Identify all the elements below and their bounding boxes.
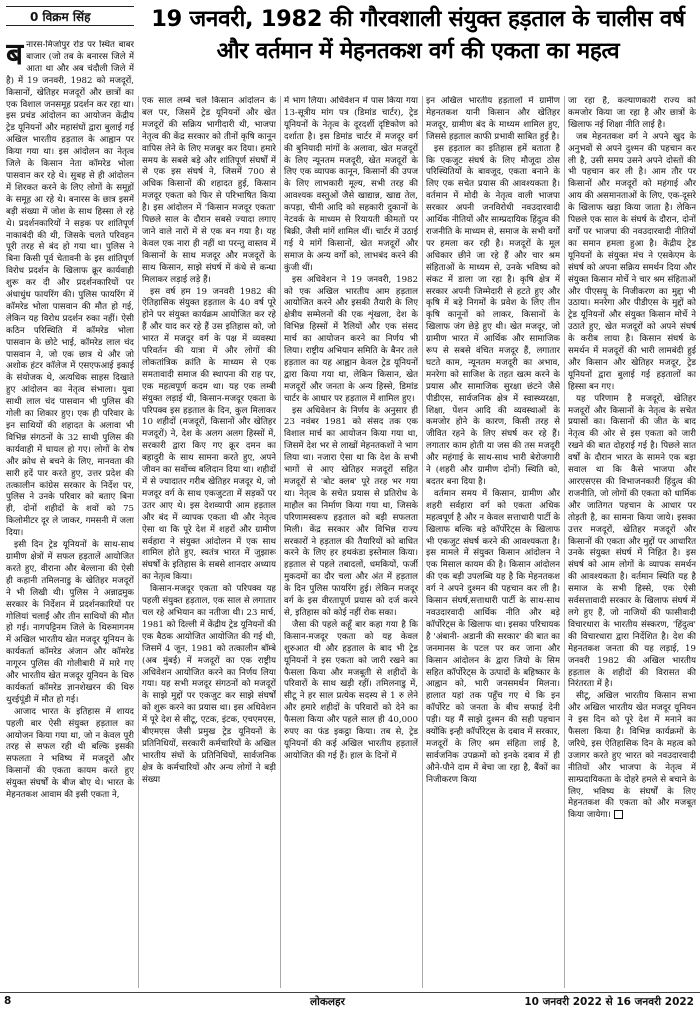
paragraph: जैसा की पहले कहूँ बार कहा गया है कि किसान-मजदूर एकता को यह केवल शुरुआत थी और हड़ताल के बाद भी ट्रेड यूनियनों ने इस एकता को जारी रखने का फैसला किया और मजबूती से शहीदों के परिवारों के साथ खड़ी रहीं। तमिलनाडु में, सीटू ने हर साल प्रत्येक सदस्य से 1 रु लेने और हमारे शहीदों के परिवारों को देने का फैसला किया और पहले साल ही 40,000 रुपए का फंड इकट्ठा किया। तब से, ट्रेड यूनियनों की कई अखिल भारतीय हड़तालें आयोजित की गई हैं। हाल के दिनों में — [284, 619, 418, 761]
column-2 — [142, 96, 276, 988]
paragraph: जा रहा है, कल्याणकारी राज्य को कमजोर किया जा रहा है और छात्रों के खिलाफ नई शिक्षा नीति लाई है। — [568, 96, 696, 130]
paragraph: सीटू, अखिल भारतीय किसान सभा और अखिल भारतीय खेत मजदूर यूनियन ने इस दिन को पूरे देश में मनाने का फैसला किया है। विभिन्न कार्यक्रमों के जरिये, इस ऐतिहासिक दिन के महत्व को उजागर करते हुए भारत को नवउदारवादी नीतियों और भाजपा के नेतृत्व में साम्प्रदायिकता के दोहरे हमले से बचाने के लिए, भविष्य के संघर्षों के लिए मेहनतकश की एकता को और मजबूत किया जायेगा। — [568, 691, 696, 821]
paragraph: किसान-मजदूर एकता को परिपक्व यह पहली संयुक्त हड़ताल, एक साल से लगातार चल रहे अभियान का नतीजा थी। 23 मार्च, 1981 को दिल्ली में केंद्रीय ट्रेड यूनियनों की एक बैठक आयोजित आयोजित की गई थी, जिसमें 4 जून, 1981 को तत्कालीन बॉम्बे (अब मुंबई) में मजदूरों का एक राष्ट्रीय अधिवेशन आयोजित करने का निर्णय लिया गया। यह सभी मजदूर संगठनों को मजदूरों के साझे मुद्दों पर एकजुट कर साझे संघर्षों को शुरू करने का प्रयास था। इस अधिवेशन में पूरे देश से सीटू, एटक, इंटक, एचएमएस, बीएमएस जैसी प्रमुख ट्रेड यूनियनों के प्रतिनिधियों, सरकारी कर्मचारियों के अखिल भारतीय संघों के प्रतिनिधियों, सार्वजनिक क्षेत्र के कर्मचारियों और अन्य लोगों ने बड़ी संख्या — [142, 584, 276, 785]
byline: 0 विक्रम सिंह — [6, 6, 134, 26]
paragraph: जब मेहनतकश वर्ग ने अपने खुद के अनुभवों से अपने दुश्मन की पहचान कर ली है, उसी समय उसने अपने दोस्तों की भी पहचान कर ली है। आम तौर पर किसानों और मजदूरों को महंगाई और आय की असमानताओं के लिए, एक-दूसरे के खिलाफ खड़ा किया जाता है। लेकिन पिछले एक साल के संघर्ष के दौरान, दोनों वर्गों पर भाजपा की नवउदारवादी नीतियों का समान हमला हुआ है। केंद्रीय ट्रेड यूनियनों के संयुक्त मंच ने एसकेएम के संघर्ष को अपना सक्रिय समर्थन दिया और संयुक्त किसान मोर्चे ने चार श्रम संहिताओं और पीएसयू के निजीकरण का मुद्दा भी उठाया। मनरेगा और पीडीएस के मुद्दों को ट्रेड यूनियनों और संयुक्त किसान मोर्चे ने उठाते हुए, खेत मजदूरों को अपने संघर्ष के करीब लाया है। किसान संघर्ष के समर्थन में मजदूरों की भारी लामबंदी हुई और किसान और खेतिहर मजदूर, ट्रेड यूनियनों द्वारा बुलाई गई हड़तालों का हिस्सा बन गए। — [568, 131, 696, 392]
column-3 — [284, 96, 418, 988]
page-footer — [0, 992, 700, 1010]
headline-line-2: और वर्तमान में मेहनतकश वर्ग की एकता का महत्व — [216, 38, 620, 64]
paragraph: इस हड़ताल का इतिहास हमें बताता है कि एकजुट संघर्ष के लिए मौजूदा ठोस परिस्थितियों के बावजूद, एकता बनाने के लिए एक सचेत प्रयास की आवश्यकता है। वर्तमान में मोदी के नेतृत्व वाली भाजपा सरकार अपनी जनविरोधी नवउदारवादी आर्थिक नीतियों और साम्प्रदायिक हिंदुत्व की राजनीति के माध्यम से, समाज के सभी वर्गों पर हमला कर रही है। मजदूरों के मूल अधिकार छीने जा रहे हैं और चार श्रम संहिताओं के माध्यम से, उनके भविष्य को संकट में डाला जा रहा है। कृषि क्षेत्र में सरकार अपनी जिम्मेदारी से हटते हुए और कृषि में बड़े निगमों के प्रवेश के लिए तीन कृषि कानूनों को लाकर, किसानों के खिलाफ जंग छेड़े हुए थी। खेत मजदूर, जो ग्रामीण भारत में आर्थिक और सामाजिक रूप से सबसे वंचित मजदूर हैं, लगातार घटते काम, न्यूनतम मजदूरी का अभाव, मनरेगा को साजिश के तहत खत्म करने के प्रयास और सामाजिक सुरक्षा छंटने जैसे पीडीएस, सार्वजनिक क्षेत्र में स्वास्थ्यरक्षा, शिक्षा, पेंशन आदि की व्यवस्थाओं के कमजोर होने के कारण, किसी तरह से जीवित रहने के लिए संघर्ष कर रहे हैं। लगातार काम होती या जस की तस मजदूरी और महंगाई के साथ-साथ भारी बेरोजगारी ने (शहरी और ग्रामीण दोनों) स्थिति को, बदतर बना दिया है। — [426, 143, 560, 487]
paragraph: यह परिणाम है मजदूरों, खेतिहर मजदूरों और किसानों के नेतृत्व के सचेत प्रयासों का। किसानों की जीत के बाद नेतृत्व की ओर से इस एकता को जारी रखने की बात दोहराई गई है। पिछले सात वर्षों के दौरान भारत के सामने एक बड़ा सवाल था कि कैसे भाजपा और आरएसएस की विभाजनकारी हिंदुत्व की राजनीति, जो लोगों की एकता को धार्मिक और जातिगत पहचान के आधार पर तोड़ती है, का सामना किया जाये। इसका उत्तर मजदूरों, खेतिहर मजदूरों और किसानों की एकता और मुद्दों पर आधारित उनके संयुक्त संघर्ष में निहित है। इस संघर्ष को आम लोगों के व्यापक समर्थन की आवश्यकता है। वर्तमान स्थिति यह है समाज के सभी हिस्से, एक ऐसी सर्वसत्तावादी सरकार के खिलाफ संघर्ष में लगे हुए हैं, जो नाजियों की फासीवादी विचारधारा के भारतीय संस्करण, 'हिंदुत्व' की विचारधारा द्वारा निर्देशित है। देश की मेहनतकश जनता की यह लड़ाई, 19 जनवरी 1982 की अखिल भारतीय हड़ताल के शहीदों की विरासत की निरंतरता में है। — [568, 393, 696, 690]
end-mark-icon — [614, 810, 623, 819]
column-5 — [568, 96, 696, 988]
column-1 — [6, 40, 134, 988]
paragraph: वर्तमान समय में किसान, ग्रामीण और शहरी सर्वहारा वर्ग को एकता अधिक महत्वपूर्ण है और न केवल सत्ताधारी पार्टी के खिलाफ बल्कि बड़े कॉर्पोरेट्स के खिलाफ भी एकजुट संघर्ष करने की आवश्यकता है। इस मामले में संयुक्त किसान आंदोलन ने एक मिसाल कायम की है। किसान आंदोलन की एक बड़ी उपलब्धि यह है कि मेहनतकश वर्ग ने अपने दुश्मन की पहचान कर ली है। किसान संघर्ष,सत्ताधारी पार्टी के साथ-साथ नवउदारवादी आर्थिक नीति और बड़े कॉर्पोरेट्स के खिलाफ था। इसका परिचायक है 'अंबानी- अडानी की सरकार' की बात का जनमानस के पटल पर कर जाना और किसान आंदोलन के द्वारा जियो के सिम सहित कॉर्पोरेट्स के उत्पादों के बहिष्कार के आह्वान को, भारी जनसमर्थन मिलना। हालात यहां तक पहुँच गए थे कि इन कॉर्पोरेट को जनता के बीच सफाई देनी पड़ी। यह मैं साझे दुश्मन की सही पहचान क्योंकि इन्ही कॉर्पोरेट्स के दबाव में सरकार, मजदूरों के लिए श्रम संहिता लाई है, सार्वजनिक उपक्रमों को इनके दबाव में ही औने-पौने दाम में बेचा जा रहा है, बैंकों का निजीकरण किया — [426, 488, 560, 785]
paragraph: में भाग लिया। अधिवेशन में पास किया गया 13-सूत्रीय मांग पत्र (डिमांड चार्टर), ट्रेड यूनियनों के नेतृत्व के दूरदर्शी दृष्टिकोण को दर्शाता है। इस डिमांड चार्टर में मजदूर वर्ग की बुनियादी मांगों के अलावा, खेत मजदूरों के लिए न्यूनतम मजदूरी, खेत मजदूरों के लिए एक व्यापक कानून, किसानों की उपज के लिए लाभकारी मूल्य, सभी तरह की आवश्यक वस्तुओं जैसे खाद्यान्न, खाद्य तेल, कपड़ा, चीनी आदि को सहकारी दुकानों के नेटवर्क के माध्यम से रियायती कीमतों पर बिक्री, जैसी मांगें शामिल थीं। चार्टर में उठाई गई ये मांगें किसानों, खेत मजदूरों और समाज के अन्य वर्गों को, लाभबंद करने की कुंजी थीं। — [284, 96, 418, 273]
paragraph: आजाद भारत के इतिहास में शायद पहली बार ऐसी संयुक्त हड़ताल का आयोजन किया गया था, जो न केवल पूरी तरह से सफल रही थी बल्कि इसकी सफलता ने भविष्य में मजदूरों और किसानों की एकता कायम करते हुए संयुक्त संघर्षों के बीज बोए थे। भारत के मेहनतकश आवाम की इसी एकता ने, — [6, 706, 134, 801]
drop-cap: ब — [6, 40, 24, 72]
column-4 — [426, 96, 560, 988]
paragraph: इन अखिल भारतीय हड़तालों में ग्रामीण मेहनतकश यानी किसान और खेतिहर मजदूर, ग्रामीण बंद के माध्यम शामिल हुए, जिससे हड़ताल काफी प्रभावी साबित हुई है। — [426, 96, 560, 142]
paragraph: एक साल लम्बे चले किसान आंदोलन के बल पर, जिसमें ट्रेड यूनियनों और खेत मजदूरों की सक्रिय भागीदारी थी, भाजपा नेतृत्व की केंद्र सरकार को तीनों कृषि कानून वापिस लेने के लिए मजबूर कर दिया। हमारे समय के सबसे बड़े और शांतिपूर्ण संघर्षों में से एक इस संघर्ष ने, जिसमें 700 से अधिक किसानों की शहादत हुई, किसान मजदूर एकता को फिर से परिभाषित किया है। इस आंदोलन में 'किसान मजदूर एकता' पिछले साल के दौरान सबसे ज्यादा लगाए जाने वाले नारों में से एक बन गया है। यह केवल एक नारा ही नहीं था परन्तु वास्तव में किसानों के साथ मजदूर और मजदूरों के साथ किसान, साझे संघर्ष में कंधे से कन्धा मिलाकर लड़ाई लड़े हैं। — [142, 96, 276, 285]
headline — [140, 4, 696, 68]
issue-date: 10 जनवरी 2022 से 16 जनवरी 2022 — [524, 996, 694, 1008]
paragraph: बनारस-मिर्जापुर रोड पर स्थित बाबर बाजार (जो तब के बनारस जिले में आता था और अब चंदौली जिले में है) में 19 जनवरी, 1982 को मजदूरों, किसानों, खेतिहर मजदूरों और छात्रों का एक विशाल जनसमूह प्रदर्शन कर रहा था। इस प्रचंड आंदोलन का आयोजन केंद्रीय ट्रेड यूनियनों और महासंघों द्वारा बुलाई गई अखिल भारतीय हड़ताल के आह्वान पर किया गया था। इस आंदोलन का नेतृत्व जिले के किसान नेता कॉमरेड भोला पासवान कर रहे थे। सुबह से ही आंदोलन में शिरकत करने के लिए लोगों के समूहों के समूह आ रहे थे। बनारस के छात्र इसमें बड़ी संख्या में जोश के साथ हिस्सा ले रहे थे। प्रदर्शनकारियों ने सड़क पर शांतिपूर्ण नाकाबंदी की थी, जिसके चलते परिवहन पूरी तरह से बंद हो गया था। पुलिस ने बिना किसी पूर्व चेतावनी के इस शांतिपूर्ण विरोध प्रदर्शन के खिलाफ क्रूर कार्यवाही शुरू कर दी और प्रदर्शनकारियों पर अंधाधुंध फायरिंग की। पुलिस फायरिंग में कॉमरेड भोला पासवान की मौत हो गई, लेकिन यह विरोध प्रदर्शन रुका नहीं। ऐसी कठिन परिस्थिति में कॉमरेड भोला पासवान के छोटे भाई, कॉमरेड लाल चंद पासवान ने, जो एक छात्र थे और जो अशोक हंटर कॉलेज में एसएफआई इकाई के संयोजक थे, अत्यधिक साहस दिखाते हुए आंदोलन का नेतृत्व संभाला। युवा साथी लाल चंद पासवान भी पुलिस की गोली का शिकार हुए। एक ही परिवार के इन साथियों की शहादत के अलावा भी विभिन्न संगठनों के 32 साथी पुलिस की कार्यवाही में घायल हो गए। लोगों के रोष और क्रोध से बचने के लिए, मानवता की सारी हदें पार करते हुए, उत्तर प्रदेश की तत्कालीन कांग्रेस सरकार के निर्देश पर, पुलिस ने उनके परिवार को बताए बिना ही, दोनों शहीदों के शवों को 75 किलोमीटर दूर ले जाकर, गमसनी में जला दिया। — [6, 40, 134, 539]
paragraph: इस अधिवेशन के निर्णय के अनुसार ही 23 नवंबर 1981 को संसद तक एक विशाल मार्च का आयोजन किया गया था, जिसमें देश भर से लाखों मेहनतकशों ने भाग लिया था। नजारा ऐसा था कि देश के सभी भागों से आए खेतिहर मजदूरों सहित मजदूरों से 'बोट क्लब' पूरे तरह भर गया था। नेतृत्व के सचेत प्रयास से प्रतिरोध के माहौल का निर्माण किया गया था, जिसके परिणामस्वरूप हड़ताल को बड़ी सफलता मिली। केंद्र सरकार और विभिन्न राज्य सरकारों ने हड़ताल की तैयारियों को बाधित करने के लिए हर हथकंडा इस्तेमाल किया। हड़ताल से पहले तबादलों, धमकियों, फर्जी मुकदमों का दौर चला और अंत में हड़ताल के दिन पुलिस फायरिंग हुई। लेकिन मजदूर वर्ग के इस वीरतापूर्ण प्रयास को दर्ज करने से, इतिहास को कोई नहीं रोक सका। — [284, 405, 418, 618]
paragraph: इसी दिन ट्रेड यूनियनों के साथ-साथ ग्रामीण क्षेत्रों में सफल हड़तालें आयोजित करते हुए, वीराना और बेल्लाना की ऐसी ही कहानी तमिलनाडु के खेतिहर मजदूरों ने भी लिखी थी। पुलिस ने अन्नाद्रमुक सरकार के निर्देशन में प्रदर्शनकारियों पर गोलियां चलाईं और तीन साथियों की मौत हो गई। नागपट्टिनम जिले के थिरुमागनम में अखिल भारतीय खेत मजदूर यूनियन के कार्यकर्ता कॉमरेड अंजान और कॉमरेड नागूरन पुलिस की गोलीबारी में मारे गए और भारतीय खेत मजदूर यूनियन के थिरु कार्यकर्ता कॉमरेड ज्ञानशेखरन की थिरु थुरईपूंडी में मौत हो गई। — [6, 540, 134, 705]
publication-name: लोकलहर — [310, 996, 345, 1008]
paragraph: इस अधिवेशन ने 19 जनवरी, 1982 को एक अखिल भारतीय आम हड़ताल आयोजित करने और इसकी तैयारी के लिए क्षेत्रीय सम्मेलनों की एक शृंखला, देश के विभिन्न हिस्सों में रैलियों और एक संसद मार्च का आयोजन करने का निर्णय भी लिया। राष्ट्रीय अभियान समिति के बैनर तले हड़ताल का यह आह्वान केवल ट्रेड यूनियनों द्वारा किया गया था, लेकिन किसान, खेत मजदूरों और जनता के अन्य हिस्से, डिमांड चार्टर के आधार पर हड़ताल में शामिल हुए। — [284, 274, 418, 404]
page-number: 8 — [4, 995, 12, 1007]
paragraph: इस वर्ष हम 19 जनवरी 1982 की ऐतिहासिक संयुक्त हड़ताल के 40 वर्ष पूरे होने पर संयुक्त कार्यक्रम आयोजित कर रहे हैं और याद कर रहे हैं उस इतिहास को, जो भारत में मजदूर वर्ग के पक्ष में व्यवस्था परिवर्तन की यात्रा में और लोगों की लोकतांत्रिक क्रांति के माध्यम से एक समतावादी समाज की स्थापना की राह पर, एक महत्वपूर्ण कदम था। यह एक लम्बी संयुक्त लड़ाई थी, किसान-मजदूर एकता के परिपक्व इस हड़ताल के दिन, कुल मिलाकर 10 शहीदों (मजदूरों, किसानों और खेतिहर मजदूरों) ने, देश के अलग अलग हिस्सों में, सरकारी द्वारा किए गए क्रूर दमन का बहादुरी के साथ सामना करते हुए, अपने जीवन का सर्वोच्च बलिदान दिया था। शहीदों में से ज्यादातर गरीब खेतिहर मजदूर थे, जो मजदूर वर्ग के साथ एकजुटता में सड़कों पर उतर आए थे। इस देशव्यापी आम हड़ताल और बंद में व्यापक एकता थी और नेतृत्व ऐसा था कि पूरे देश में शहरों और ग्रामीण सर्वहारा ने संयुक्त आंदोलन में एक साथ शामिल होते हुए, स्वतंत्र भारत में जुझारू संघर्षों के इतिहास के सबसे शानदार अध्याय का नेतृत्व किया। — [142, 286, 276, 583]
headline-line-1: 19 जनवरी, 1982 की गौरवशाली संयुक्त हड़ताल के चालीस वर्ष — [151, 6, 685, 32]
